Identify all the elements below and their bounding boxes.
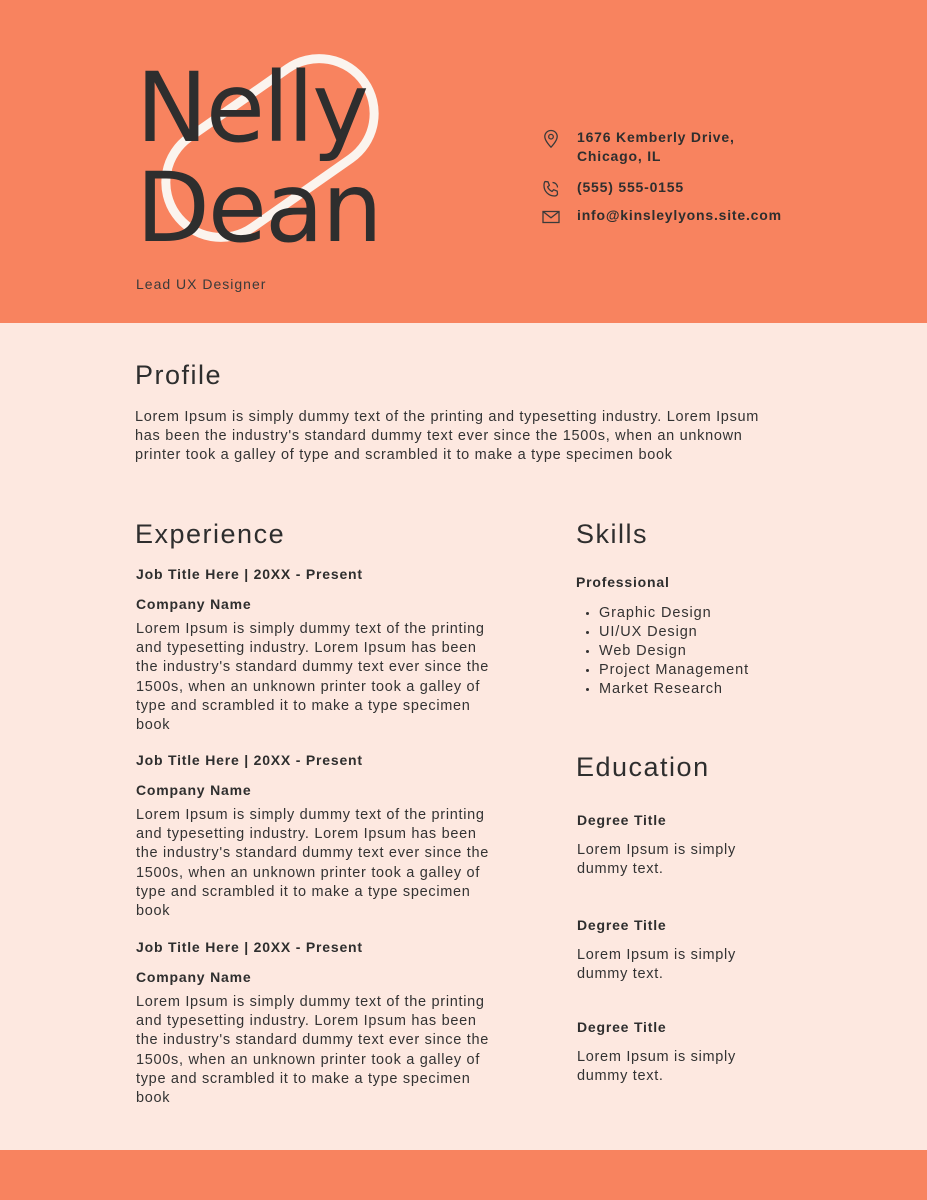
degree-description: Lorem Ipsum is simply dummy text.: [577, 947, 736, 983]
map-pin-icon: [540, 128, 562, 150]
mail-icon: [540, 206, 562, 228]
job-description: Lorem Ipsum is simply dummy text of the printing and typesetting industry. Lorem Ipsum has been the industry's standard dummy text ever since the 1500s, when an unknown printer took a galley of type and scrambled it to make a type specimen book: [136, 807, 489, 920]
job-role: Lead UX Designer: [136, 276, 267, 292]
job-description: Lorem Ipsum is simply dummy text of the printing and typesetting industry. Lorem Ipsum has been the industry's standard dummy text ever since the 1500s, when an unknown printer took a galley of type and scrambled it to make a type specimen book: [136, 621, 489, 734]
skill-item: • UI/UX Design: [599, 623, 749, 642]
degree-description: Lorem Ipsum is simply dummy text.: [577, 842, 736, 878]
profile-heading: Profile: [135, 360, 223, 390]
skill-item: • Project Management: [599, 661, 749, 680]
skill-item: • Market Research: [599, 680, 749, 699]
footer-band: [0, 1150, 927, 1200]
profile-text: Lorem Ipsum is simply dummy text of the printing and typesetting industry. Lorem Ipsum has been the industry's standard dummy text ever since the 1500s, when an unknown printer took a galley of type and scrambled it to make a type specimen book: [135, 409, 760, 464]
company-name: Company Name: [136, 596, 252, 612]
phone-icon: [540, 178, 562, 200]
job-title: Job Title Here | 20XX - Present: [136, 566, 363, 582]
degree-title: Degree Title: [577, 812, 667, 828]
contact-address: [540, 128, 735, 166]
job-description: Lorem Ipsum is simply dummy text of the printing and typesetting industry. Lorem Ipsum has been the industry's standard dummy text ever since the 1500s, when an unknown printer took a galley of type and scrambled it to make a type specimen book: [136, 994, 489, 1107]
degree-title: Degree Title: [577, 917, 667, 933]
company-name: Company Name: [136, 969, 252, 985]
contact-phone: [540, 178, 684, 200]
email-text: info@kinsleylyons.site.com: [577, 207, 782, 223]
address-text: 1676 Kemberly Drive, Chicago, IL: [577, 129, 735, 164]
last-name: Dean: [136, 152, 381, 264]
job-title: Job Title Here | 20XX - Present: [136, 939, 363, 955]
phone-text: (555) 555-0155: [577, 179, 684, 195]
skill-item: • Graphic Design: [599, 604, 749, 623]
company-name: Company Name: [136, 782, 252, 798]
job-title: Job Title Here | 20XX - Present: [136, 752, 363, 768]
skills-heading: Skills: [576, 519, 649, 549]
experience-heading: Experience: [135, 519, 286, 549]
degree-title: Degree Title: [577, 1019, 667, 1035]
person-name: [136, 52, 381, 264]
skill-item: • Web Design: [599, 642, 749, 661]
skills-list: [584, 604, 749, 699]
degree-description: Lorem Ipsum is simply dummy text.: [577, 1049, 736, 1085]
education-heading: Education: [576, 752, 710, 782]
first-name: Nelly: [136, 52, 368, 164]
skills-subheading: Professional: [576, 574, 670, 590]
contact-email: [540, 206, 782, 228]
